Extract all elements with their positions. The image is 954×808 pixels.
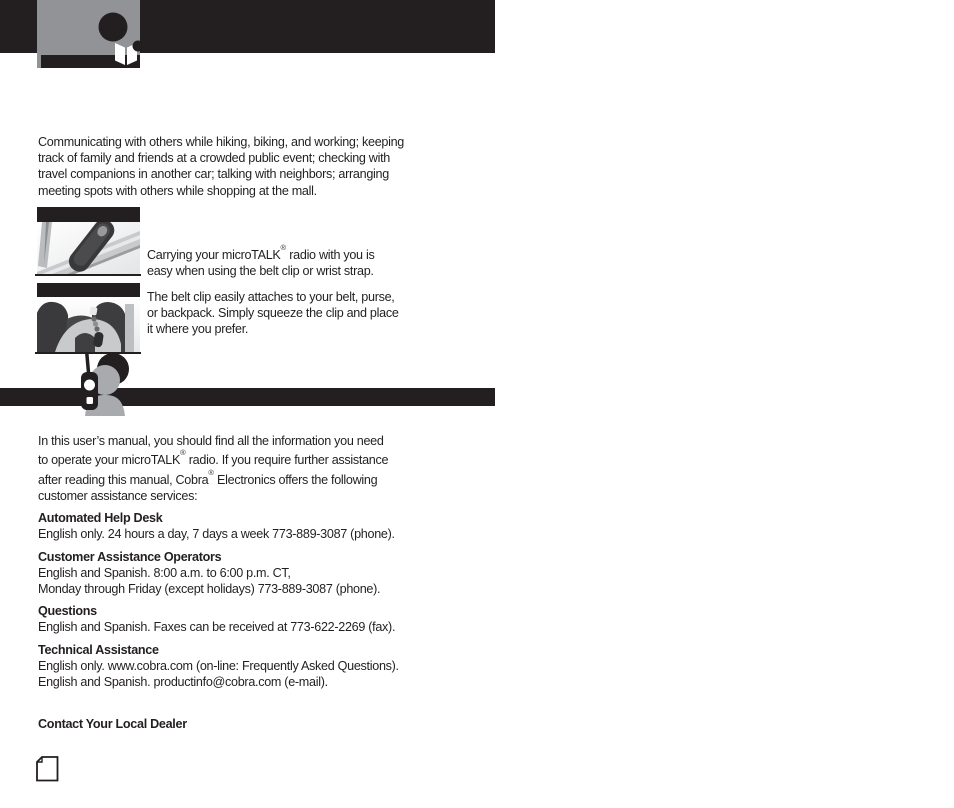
assistance-item-title: Customer Assistance Operators [38, 549, 222, 564]
photo2-header-bar [37, 283, 140, 297]
text-line: or backpack. Simply squeeze the clip and place [147, 306, 399, 321]
contact-local-dealer-heading: Contact Your Local Dealer [38, 717, 187, 732]
text-line: after reading this manual, Cobra® Electronics offers the following [38, 467, 378, 487]
customer-assistance-section [38, 433, 498, 732]
intro-paragraph [38, 134, 468, 199]
belt-clip-photo [37, 222, 140, 274]
text-line: it where you prefer. [147, 322, 249, 337]
text-line: customer assistance services: [38, 488, 198, 503]
photo1-baseline [35, 274, 141, 276]
assistance-item-detail: English and Spanish. Faxes can be received at 773-622-2269 (fax). [38, 620, 396, 635]
carry-caption [147, 244, 374, 280]
text-line: Carrying your microTALK® radio with you is [147, 243, 375, 263]
text-line: The belt clip easily attaches to your belt, purse, [147, 290, 395, 304]
assistance-item-detail: Monday through Friday (except holidays) 773-889-3087 (phone). [38, 582, 381, 596]
photo1-header-bar [37, 207, 140, 222]
person-reading-book-icon [96, 11, 142, 68]
text-line: easy when using the belt clip or wrist strap. [147, 264, 374, 279]
assistance-item-detail: English only. 24 hours a day, 7 days a week 773-889-3087 (phone). [38, 527, 395, 542]
assistance-item-detail: English and Spanish. productinfo@cobra.com (e-mail). [38, 675, 328, 690]
belt-clip-caption [147, 289, 399, 338]
assistance-item-operators [38, 549, 498, 598]
text-line: travel companions in another car; talking with neighbors; arranging [38, 167, 389, 182]
text-line: Communicating with others while hiking, biking, and working; keeping [38, 135, 405, 149]
assistance-item-detail: English and Spanish. 8:00 a.m. to 6:00 p.m. CT, [38, 565, 291, 580]
text-line: meeting spots with others while shopping at the mall. [38, 183, 317, 198]
page-corner-icon [36, 756, 59, 782]
assistance-item-questions [38, 603, 498, 635]
assistance-item-title: Automated Help Desk [38, 511, 163, 526]
text-line: In this user’s manual, you should find all the information you need [38, 434, 384, 448]
wrist-strap-photo [37, 297, 140, 352]
manual-intro-paragraph [38, 433, 498, 504]
section-divider-bar [0, 388, 495, 406]
assistance-item-automated-help-desk [38, 510, 498, 542]
assistance-item-title: Questions [38, 604, 97, 619]
assistance-item-detail: English only. www.cobra.com (on-line: Frequently Asked Questions). [38, 658, 399, 673]
person-with-radio-icon [78, 352, 132, 416]
assistance-item-technical [38, 642, 498, 691]
assistance-item-title: Technical Assistance [38, 642, 159, 657]
text-line: to operate your microTALK® radio. If you require further assistance [38, 448, 389, 468]
text-line: track of family and friends at a crowded public event; checking with [38, 151, 391, 166]
